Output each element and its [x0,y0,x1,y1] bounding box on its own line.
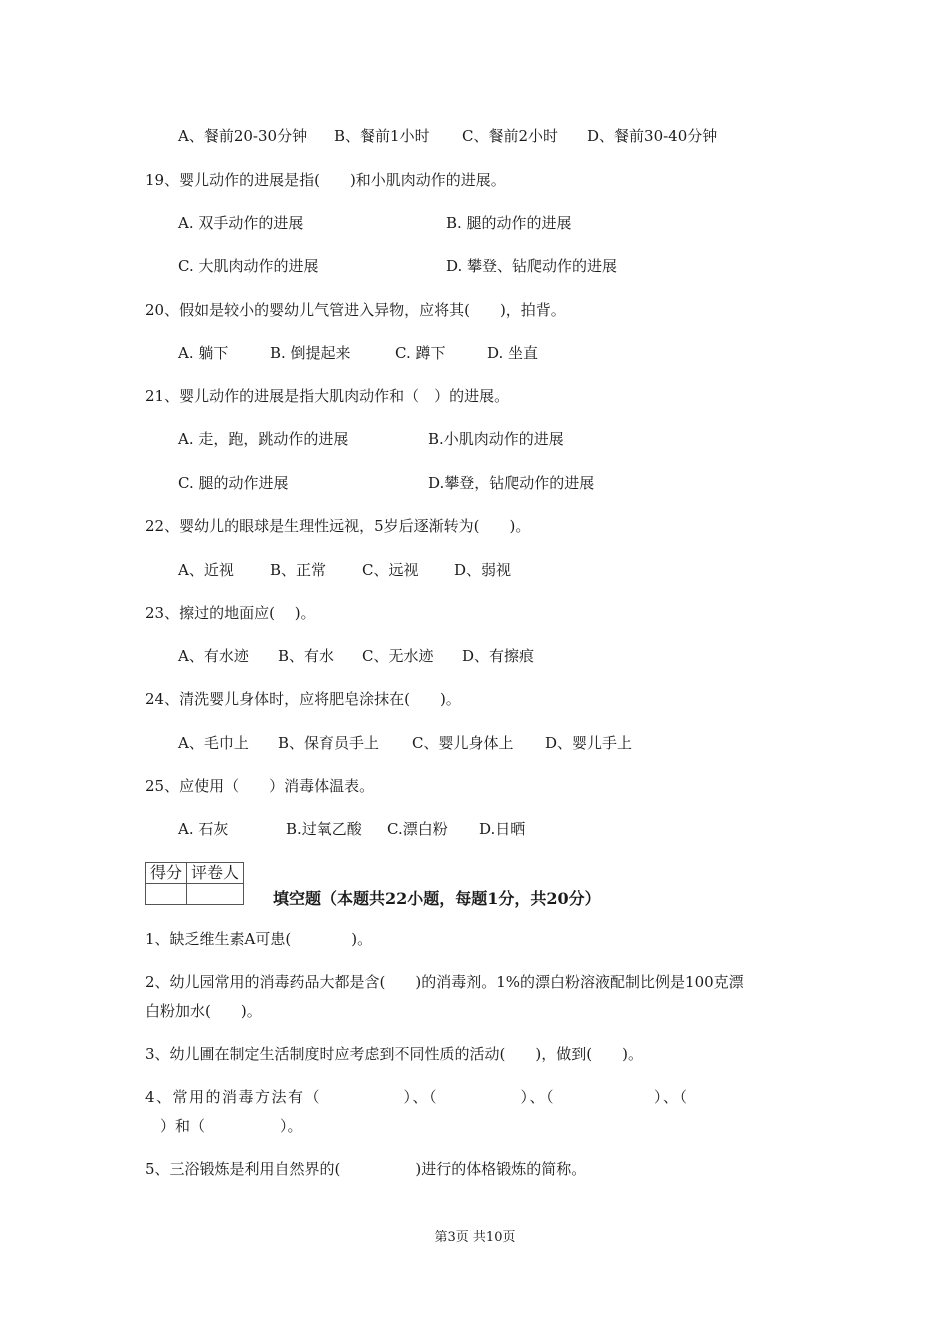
q23-option-d: D、有擦痕 [462,647,535,665]
fill-question-5: 5、三浴锻炼是利用自然界的( )进行的体格锻炼的简称。 [145,1160,587,1178]
q24-option-a: A、毛巾上 [178,734,249,752]
q25-option-b: B.过氧乙酸 [286,820,362,838]
question-20: 20、假如是较小的婴幼儿气管进入异物，应将其( )，拍背。 [145,301,566,319]
q22-option-b: B、正常 [270,561,327,579]
page-footer: 第3页 共10页 [434,1230,516,1245]
question-23: 23、擦过的地面应( )。 [145,604,316,622]
fill-question-1: 1、缺乏维生素A可患( )。 [145,930,373,948]
question-19: 19、婴儿动作的进展是指( )和小肌肉动作的进展。 [145,171,506,189]
grader-cell [187,884,244,905]
q22-option-d: D、弱视 [454,561,512,579]
q18-option-c: C、餐前2小时 [462,127,559,145]
score-table [145,862,244,905]
q19-option-a: A. 双手动作的进展 [178,214,304,232]
q25-option-d: D.日晒 [479,820,526,838]
q20-option-c: C. 蹲下 [395,344,446,362]
q22-option-c: C、远视 [362,561,419,579]
q25-option-a: A. 石灰 [178,820,229,838]
q24-option-d: D、婴儿手上 [545,734,633,752]
fill-question-2-line1: 2、幼儿园常用的消毒药品大都是含( )的消毒剂。1%的漂白粉溶液配制比例是100克漂 [145,973,744,991]
q24-option-b: B、保育员手上 [278,734,380,752]
q18-option-d: D、餐前30-40分钟 [587,127,718,145]
fill-question-3: 3、幼儿圃在制定生活制度时应考虑到不同性质的活动( )，做到( )。 [145,1045,643,1063]
q22-option-a: A、近视 [178,561,234,579]
q21-option-b: B.小肌肉动作的进展 [428,430,564,448]
q21-option-c: C. 腿的动作进展 [178,474,289,492]
q20-option-d: D. 坐直 [487,344,539,362]
q19-option-b: B. 腿的动作的进展 [446,214,572,232]
q23-option-c: C、无水迹 [362,647,434,665]
q18-option-b: B、餐前1小时 [334,127,430,145]
q21-option-a: A. 走，跑，跳动作的进展 [178,430,349,448]
fill-question-2-line2: 白粉加水( )。 [145,1002,262,1020]
score-label: 得分 [146,863,187,884]
fill-question-4-line1: 4、常用的消毒方法有（ ）、（ ）、（ ）、（ [145,1088,689,1106]
q19-option-c: C. 大肌肉动作的进展 [178,257,319,275]
question-24: 24、清洗婴儿身体时，应将肥皂涂抹在( )。 [145,690,461,708]
q18-option-a: A、餐前20-30分钟 [178,127,308,145]
q19-option-d: D. 攀登、钻爬动作的进展 [446,257,618,275]
question-25: 25、应使用（ ）消毒体温表。 [145,777,375,795]
q23-option-a: A、有水迹 [178,647,249,665]
fill-question-4-line2: ）和（ ）。 [145,1117,303,1135]
question-22: 22、婴幼儿的眼球是生理性远视，5岁后逐渐转为( )。 [145,517,531,535]
q20-option-a: A. 躺下 [178,344,229,362]
q25-option-c: C.漂白粉 [387,820,448,838]
q23-option-b: B、有水 [278,647,335,665]
section-title: 填空题（本题共22小题，每题1分，共20分） [273,889,601,908]
question-21: 21、婴儿动作的进展是指大肌肉动作和（ ）的进展。 [145,387,510,405]
score-cell [146,884,187,905]
q20-option-b: B. 倒提起来 [270,344,351,362]
grader-label: 评卷人 [187,863,244,884]
q24-option-c: C、婴儿身体上 [412,734,514,752]
q21-option-d: D.攀登，钻爬动作的进展 [428,474,595,492]
